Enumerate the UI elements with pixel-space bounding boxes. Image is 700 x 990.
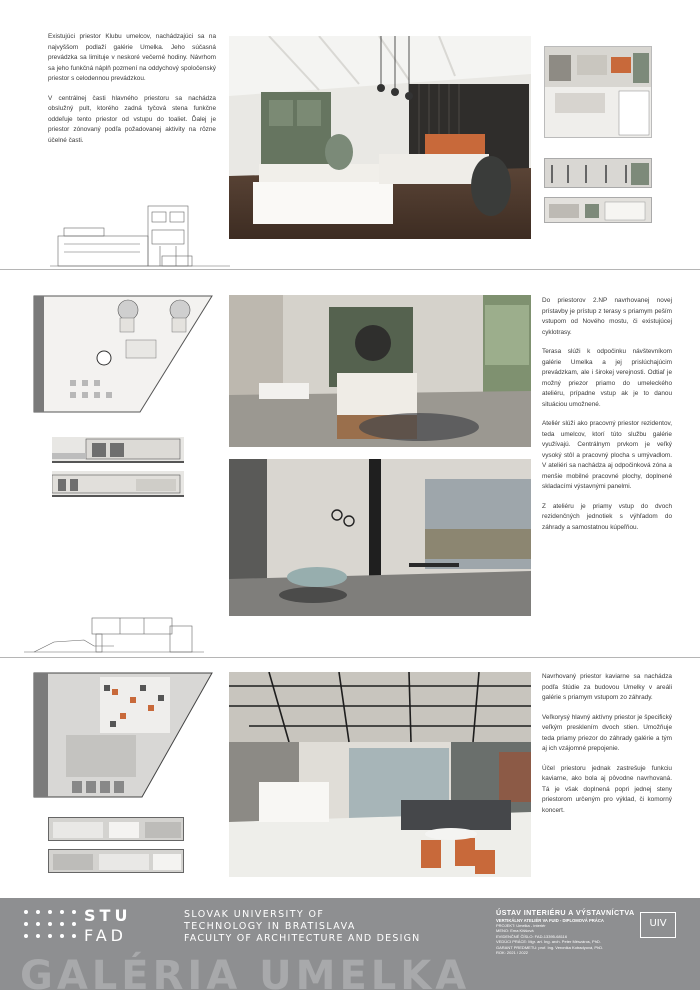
render-artist-atelier <box>229 459 531 616</box>
university-line-2: TECHNOLOGY IN BRATISLAVA <box>184 920 356 932</box>
render-cafe-interior <box>229 672 531 877</box>
section3-paragraph-3: Účel priestoru jednak zastrešuje funkciu kaviarne, ako bola aj pôvodne navrhovaná. Tá je však doplnená popri jednej steny priestorom určeným pro výklad, či komorný koncert. <box>542 764 672 814</box>
section2-elevation-drawing <box>24 612 204 658</box>
section2-paragraph-4: Z ateliéru je priamy vstup do dvoch rezidenčných jednotiek s výhľadom do záhrady a samostatnou kúpeľňou. <box>542 502 672 531</box>
footer-banner <box>0 898 700 990</box>
info-line: PROJEKT: Umelka - interiér <box>496 923 546 928</box>
university-line-1: SLOVAK UNIVERSITY OF <box>184 909 325 920</box>
section-annex-b <box>52 471 184 497</box>
section2-paragraph-1: Do priestorov 2.NP navrhovanej novej prístavby je prístup z terasy s priamym peším vstupom od Nového mostu, či existujúcej cyklotrasy. <box>542 297 672 336</box>
logo-fad: FAD <box>84 926 127 945</box>
section2-paragraph-2: Terasa slúži k odpočinku návštevníkom galérie Umelka a jej prislúchajúcim prevádzkam, ale i širokej verejnosti. Odtiaľ je možný priezor priamo do umeleckého ateliéru, prípadne vstup ak je to danou situáciou umožnené. <box>542 348 672 408</box>
university-name <box>184 909 356 932</box>
divider-1 <box>0 269 700 270</box>
uiv-logo: UIV <box>640 912 676 938</box>
institute-block <box>496 908 656 955</box>
stu-logo-dots-icon <box>24 910 76 942</box>
section1-elevation-drawing <box>50 200 230 272</box>
institute-title: ÚSTAV INTERIÉRU A VÝSTAVNÍCTVA <box>496 908 635 917</box>
project-title: GALÉRIA UMELKA <box>20 953 471 990</box>
institute-subtitle: VERTIKÁLNY ATELIÉR VA FUID - DIPLOMOVÁ PRÁCA <box>496 918 604 923</box>
render-residence-bedroom <box>229 295 531 447</box>
section3-text <box>542 672 672 825</box>
section1-text <box>48 32 216 155</box>
logo-stu: STU <box>84 906 132 925</box>
info-line: VEDÚCI PRÁCE: Mgr. art. Ing. arch. Peter Mészáros, PhD. <box>496 939 601 945</box>
section-cafe-a <box>48 817 184 841</box>
section2-paragraph-3: Ateliér slúži ako pracovný priestor rezidentov, teda umelcov, ktorí túto službu galérie využívajú. Centrálnym prvkom je veľký vysoký stôl a pracovný plocha s umývadlom. V ateliéri sa nachádza aj odpočinková zóna a menšie mobilné pracovné plochy, doplnené skladacími výstavnými panelmi. <box>542 420 672 490</box>
plan-club-floor <box>544 46 652 138</box>
section1-paragraph-1: Existujúci priestor Klubu umelcov, nachádzajúci sa na najvyššom podlaží galérie Umelka. Jeho súčasná prevádzka sa limituje v neskoré večerné hodiny. Návrhom sa jeho funkčná náplň pozmení na oddychový spoločenský priestor s celodennou prevádzkou. <box>48 33 216 82</box>
divider-2 <box>0 657 700 658</box>
info-line: MENO: Ema Kiššová <box>496 928 534 934</box>
plan-annex-2np <box>30 294 214 414</box>
info-line: ROK: 2021 / 2022 <box>496 950 529 956</box>
section-cafe-b <box>48 849 184 873</box>
plan-cafe <box>30 671 214 801</box>
section2-text <box>542 296 672 542</box>
render-club-lounge <box>229 36 531 239</box>
section1-paragraph-2: V centrálnej časti hlavného priestoru sa nachádza obslužný pult, ktorého zadná tyčová stena funkčne oddeľuje tento priestor od vstupu do toaliet. Ďalej je priestor zónovaný podľa požadovanej aktivity na rôzne účelné časti. <box>48 94 216 144</box>
info-line: EVIDENČNÉ ČÍSLO: FAD-13395-68116 <box>496 933 568 939</box>
info-line: GARANT PREDMETU: prof. Ing. Veronika Kotradyová, PhD. <box>496 944 604 950</box>
section-club-elevation-a <box>544 158 652 188</box>
section-annex-a <box>52 437 184 463</box>
section-club-elevation-b <box>544 197 652 223</box>
section3-paragraph-2: Veľkorysý hlavný aktívny priestor je špecifický veľkým presklením dvoch stien. Umožňuje teda priamy priezor do záhrady galérie a tým aj ich vzájomné prepojenie. <box>542 713 672 752</box>
faculty-name: FACULTY OF ARCHITECTURE AND DESIGN <box>184 933 421 944</box>
section3-paragraph-1: Navrhovaný priestor kaviarne sa nachádza podľa štúdie za budovou Umelky v areáli galérie s priamym vstupom zo záhrady. <box>542 673 672 701</box>
